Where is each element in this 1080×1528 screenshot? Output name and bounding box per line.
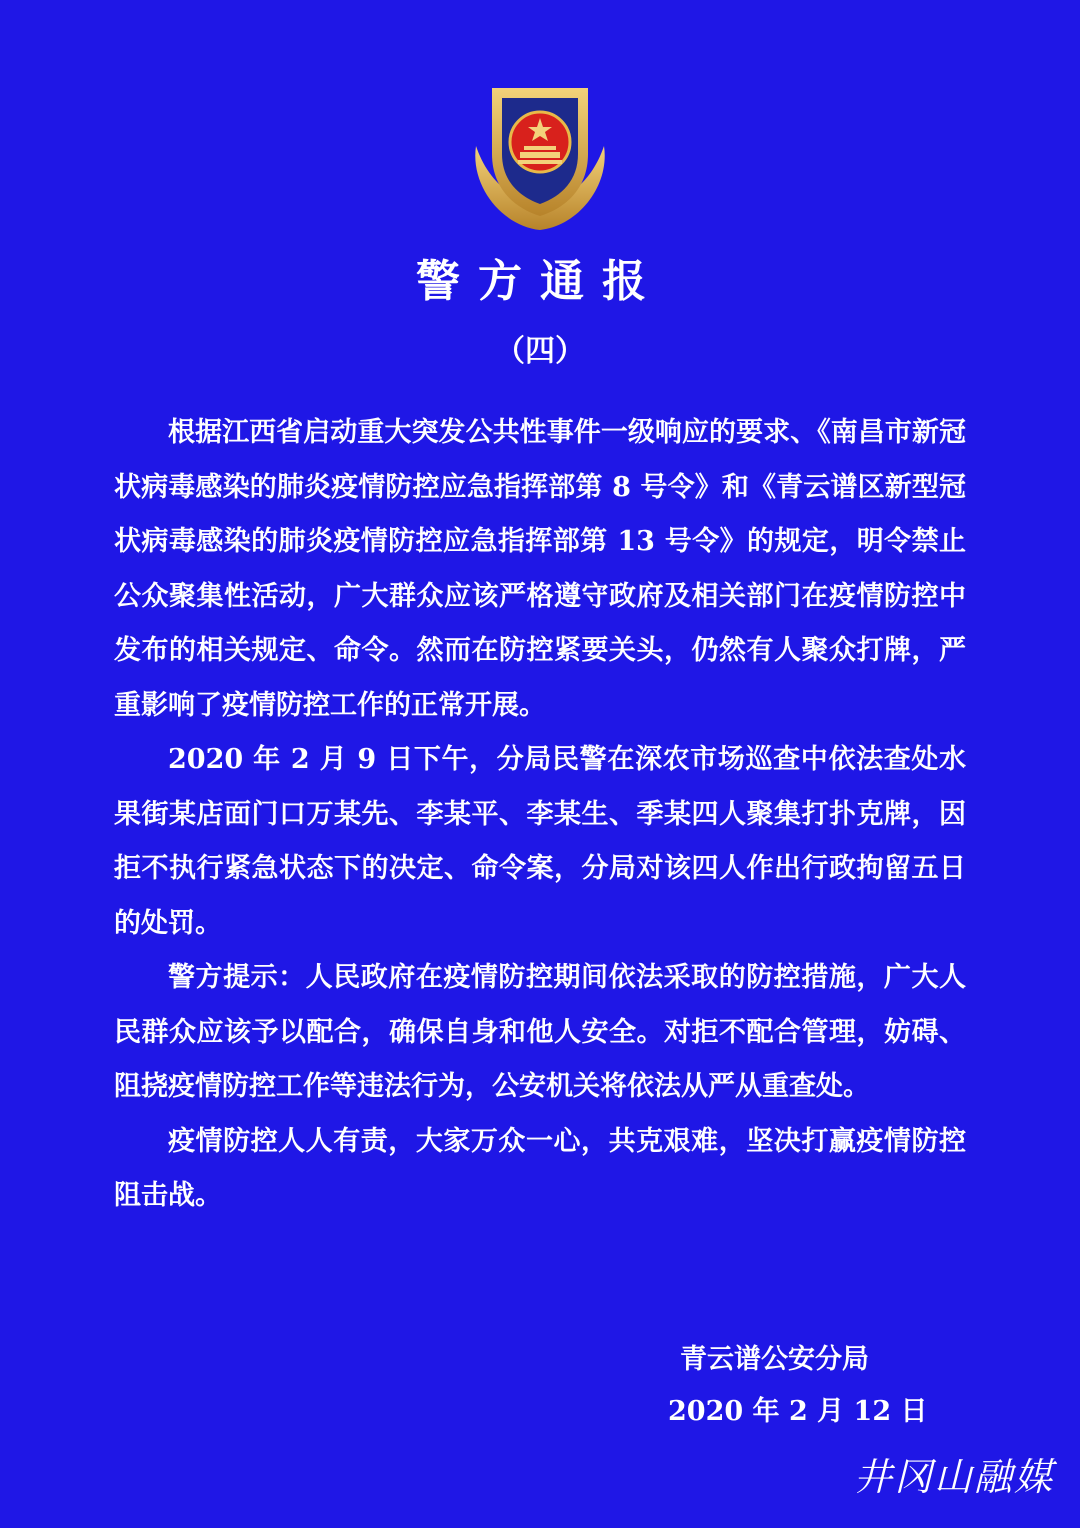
police-emblem-icon <box>462 76 618 232</box>
signature-block <box>640 1334 940 1438</box>
paragraph: 根据江西省启动重大突发公共性事件一级响应的要求、《南昌市新冠状病毒感染的肺炎疫情防控应急指挥部第 8 号令》和《青云谱区新型冠状病毒感染的肺炎疫情防控应急指挥部第 13 号令》的规定，明令禁止公众聚集性活动，广大群众应该严格遵守政府及相关部门在疫情防控中发布的相关规定、命令。然而在防控紧要关头，仍然有人聚众打牌，严重影响了疫情防控工作的正常开展。 <box>114 417 966 721</box>
signature-date: 2020 年 2 月 12 日 <box>668 1396 928 1427</box>
paragraph: 疫情防控人人有责，大家万众一心，共克艰难，坚决打赢疫情防控阻击战。 <box>114 1125 966 1211</box>
page-title: 警方通报 <box>416 256 664 307</box>
page-subtitle: （四） <box>495 334 585 369</box>
notice-body <box>114 406 966 1224</box>
signature-organization: 青云谱公安分局 <box>680 1344 869 1375</box>
paragraph: 2020 年 2 月 9 日下午，分局民警在深农市场巡查中依法查处水果街某店面门口万某先、李某平、李某生、季某四人聚集打扑克牌，因拒不执行紧急状态下的决定、命令案，分局对该四人作出行政拘留五日的处罚。 <box>114 744 966 939</box>
paragraph: 警方提示：人民政府在疫情防控期间依法采取的防控措施，广大人民群众应该予以配合，确保自身和他人安全。对拒不配合管理，妨碍、阻挠疫情防控工作等违法行为，公安机关将依法从严从重查处。 <box>114 962 966 1102</box>
media-watermark: 井冈山融媒 <box>853 1455 1054 1499</box>
